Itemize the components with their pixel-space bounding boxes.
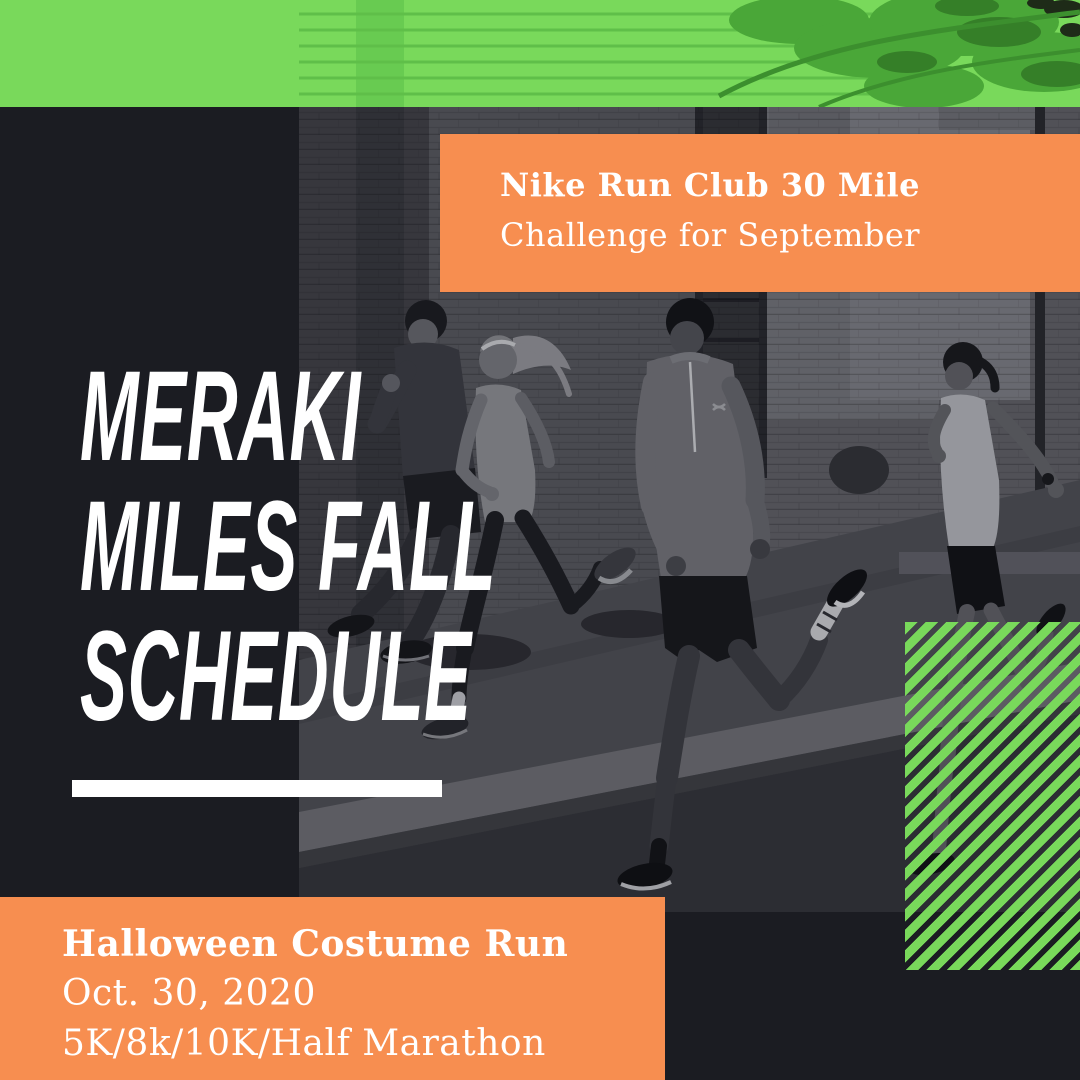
poster-title-line3: SCHEDULE — [80, 605, 472, 748]
bottom-banner-date: Oct. 30, 2020 — [62, 973, 316, 1014]
green-accent-bar — [0, 0, 299, 107]
bottom-banner — [0, 897, 665, 1080]
poster-title — [80, 345, 497, 748]
top-banner-subline: Challenge for September — [500, 216, 921, 254]
title-underline — [72, 780, 442, 797]
poster-title-line1: MERAKI — [80, 345, 361, 488]
top-banner — [440, 134, 1080, 292]
bottom-banner-headline: Halloween Costume Run — [62, 923, 569, 965]
bottom-banner-distances: 5K/8k/10K/Half Marathon — [62, 1023, 546, 1064]
poster-title-line2: MILES FALL — [80, 475, 497, 618]
green-stripes-square — [905, 622, 1080, 970]
top-banner-headline: Nike Run Club 30 Mile — [500, 166, 921, 204]
green-duotone-photo-strip — [299, 0, 1080, 107]
green-duotone-texture — [299, 0, 1080, 107]
